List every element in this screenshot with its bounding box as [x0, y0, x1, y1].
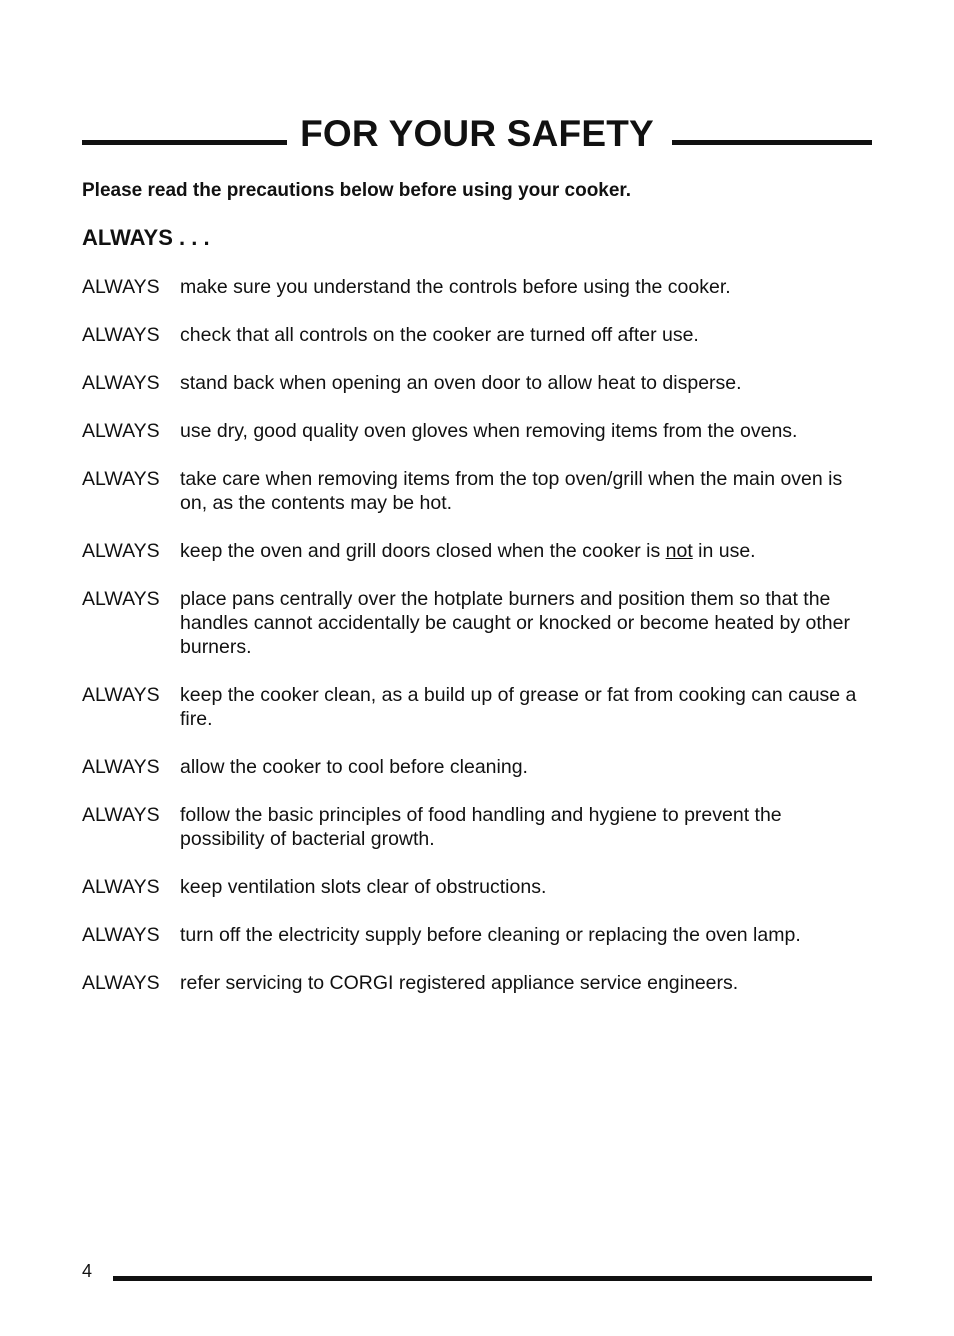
item-label: ALWAYS [82, 756, 160, 778]
item-label: ALWAYS [82, 876, 160, 898]
item-text: stand back when opening an oven door to allow heat to disperse. [180, 372, 742, 394]
item-text: turn off the electricity supply before cleaning or replacing the oven lamp. [180, 924, 801, 946]
item-text: allow the cooker to cool before cleaning. [180, 756, 528, 778]
item-text: place pans centrally over the hotplate burners and position them so that the handles cannot accidentally be caught or knocked or become heated by other burners. [180, 588, 850, 658]
list-item [82, 275, 862, 299]
page-number: 4 [82, 1261, 93, 1281]
item-text-emphasis: not [665, 540, 693, 562]
item-label: ALWAYS [82, 540, 160, 562]
list-item [82, 539, 862, 563]
footer-rule [113, 1276, 872, 1281]
item-text-before: keep the oven and grill doors closed when the cooker is [180, 540, 666, 562]
precautions-list [82, 275, 862, 1019]
item-text: keep ventilation slots clear of obstructions. [180, 876, 547, 898]
item-label: ALWAYS [82, 804, 160, 826]
section-heading: ALWAYS . . . [82, 225, 210, 250]
list-item [82, 755, 862, 779]
title-row [82, 108, 872, 160]
item-label: ALWAYS [82, 924, 160, 946]
intro-text: Please read the precautions below before using your cooker. [82, 180, 632, 201]
item-label: ALWAYS [82, 588, 160, 610]
list-item [82, 587, 862, 659]
list-item [82, 875, 862, 899]
item-label: ALWAYS [82, 324, 160, 346]
list-item [82, 419, 862, 443]
list-item [82, 371, 862, 395]
item-text: refer servicing to CORGI registered appliance service engineers. [180, 972, 739, 994]
item-text: check that all controls on the cooker are turned off after use. [180, 324, 699, 346]
list-item [82, 323, 862, 347]
list-item [82, 971, 862, 995]
item-text [180, 539, 862, 563]
item-label: ALWAYS [82, 972, 160, 994]
list-item [82, 803, 862, 851]
list-item [82, 683, 862, 731]
item-label: ALWAYS [82, 684, 160, 706]
list-item [82, 923, 862, 947]
item-label: ALWAYS [82, 468, 160, 490]
item-label: ALWAYS [82, 372, 160, 394]
item-label: ALWAYS [82, 420, 160, 442]
list-item [82, 467, 862, 515]
item-text: use dry, good quality oven gloves when removing items from the ovens. [180, 420, 798, 442]
item-text-after: in use. [692, 540, 756, 562]
page-title: FOR YOUR SAFETY [300, 113, 654, 154]
title-rule-right [672, 140, 872, 145]
item-text: follow the basic principles of food handling and hygiene to prevent the possibility of bacterial growth. [180, 804, 782, 850]
item-label: ALWAYS [82, 276, 160, 298]
item-text: make sure you understand the controls before using the cooker. [180, 276, 731, 298]
item-text: keep the cooker clean, as a build up of grease or fat from cooking can cause a fire. [180, 684, 857, 730]
item-text: take care when removing items from the top oven/grill when the main oven is on, as the contents may be hot. [180, 468, 843, 514]
